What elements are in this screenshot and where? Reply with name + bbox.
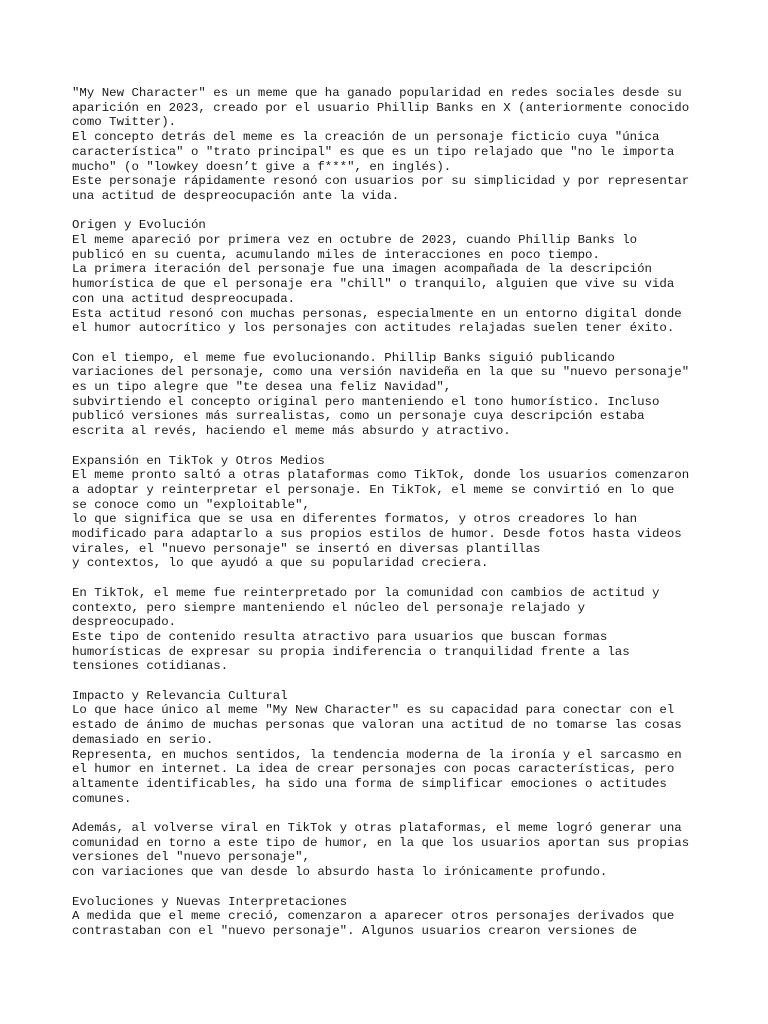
paragraph-tiktok [72, 586, 712, 674]
text-line: Este tipo de contenido resulta atractivo para usuarios que buscan formas [72, 629, 608, 644]
section-heading: Expansión en TikTok y Otros Medios [72, 453, 325, 468]
text-line: La primera iteración del personaje fue una imagen acompañada de la descripción [72, 262, 652, 277]
text-line: subvirtiendo el concepto original pero manteniendo el tono humorístico. Incluso [72, 394, 660, 409]
text-line: comunidad en torno a este tipo de humor, en la que los usuarios aportan sus propias [72, 835, 690, 850]
section-origen [72, 218, 712, 336]
text-line: El meme apareció por primera vez en octubre de 2023, cuando Phillip Banks lo [72, 233, 638, 248]
text-line: y contextos, lo que ayudó a que su popularidad creciera. [72, 556, 489, 571]
text-line: altamente identificables, ha sido una forma de simplificar emociones o actitudes [72, 776, 667, 791]
text-line: mucho" (o "lowkey doesn’t give a f***", en inglés). [72, 159, 452, 174]
text-line: Esta actitud resonó con muchas personas, especialmente en un entorno digital donde [72, 306, 682, 321]
text-line: Este personaje rápidamente resonó con usuarios por su simplicidad y por representar [72, 174, 690, 189]
text-line: con una actitud despreocupada. [72, 291, 296, 306]
section-heading: Evoluciones y Nuevas Interpretaciones [72, 894, 348, 909]
paragraph-comunidad [72, 821, 712, 880]
section-expansion [72, 454, 712, 572]
text-line: Lo que hace único al meme "My New Character" es su capacidad para conectar con el [72, 703, 675, 718]
text-line: El meme pronto saltó a otras plataformas como TikTok, donde los usuarios comenzaron [72, 468, 690, 483]
text-line: Además, al volverse viral en TikTok y otras plataformas, el meme logró generar una [72, 821, 682, 836]
text-line: estado de ánimo de muchas personas que valoran una actitud de no tomarse las cosas [72, 718, 682, 733]
text-line: el humor autocrítico y los personajes con actitudes relajadas suelen tener éxito. [72, 321, 675, 336]
text-line: con variaciones que van desde lo absurdo hasta lo irónicamente profundo. [72, 865, 608, 880]
text-line: En TikTok, el meme fue reinterpretado por la comunidad con cambios de actitud y [72, 585, 660, 600]
text-line: se conoce como un "exploitable", [72, 497, 310, 512]
section-heading: Impacto y Relevancia Cultural [72, 688, 288, 703]
text-line: variaciones del personaje, como una versión navideña en la que su "nuevo personaje" [72, 365, 690, 380]
text-line: despreocupado. [72, 615, 177, 630]
text-line: a adoptar y reinterpretar el personaje. En TikTok, el meme se convirtió en lo que [72, 482, 675, 497]
text-line: publicó versiones más surrealistas, como un personaje cuya descripción estaba [72, 409, 645, 424]
text-line: contexto, pero siempre manteniendo el núcleo del personaje relajado y [72, 600, 586, 615]
text-line: Con el tiempo, el meme fue evolucionando. Phillip Banks siguió publicando [72, 350, 615, 365]
paragraph-evolucion [72, 351, 712, 439]
text-line: el humor en internet. La idea de crear personajes con pocas características, pero [72, 762, 675, 777]
section-impacto [72, 689, 712, 807]
text-line: virales, el "nuevo personaje" se insertó en diversas plantillas [72, 541, 541, 556]
text-line: característica" o "trato principal" es que es un tipo relajado que "no le importa [72, 144, 675, 159]
text-line: aparición en 2023, creado por el usuario Phillip Banks en X (anteriormente conocido [72, 100, 690, 115]
text-line: El concepto detrás del meme es la creación de un personaje ficticio cuya "única [72, 130, 660, 145]
text-line: escrita al revés, haciendo el meme más absurdo y atractivo. [72, 424, 511, 439]
text-line: "My New Character" es un meme que ha ganado popularidad en redes sociales desde su [72, 86, 682, 100]
text-line: modificado para adaptarlo a sus propios estilos de humor. Desde fotos hasta videos [72, 527, 682, 542]
text-line: publicó en su cuenta, acumulando miles de interacciones en poco tiempo. [72, 247, 600, 262]
text-line: una actitud de despreocupación ante la vida. [72, 188, 400, 203]
document-page [72, 86, 712, 953]
text-line: comunes. [72, 791, 132, 806]
text-line: demasiado en serio. [72, 732, 214, 747]
text-line: Representa, en muchos sentidos, la tendencia moderna de la ironía y el sarcasmo en [72, 747, 682, 762]
paragraph-intro [72, 86, 712, 204]
section-evoluciones [72, 895, 712, 939]
text-line: lo que significa que se usa en diferentes formatos, y otros creadores lo han [72, 512, 638, 527]
text-line: tensiones cotidianas. [72, 659, 229, 674]
text-line: humorísticas de expresar su propia indiferencia o tranquilidad frente a las [72, 644, 630, 659]
text-line: contrastaban con el "nuevo personaje". Algunos usuarios crearon versiones de [72, 923, 638, 938]
text-line: versiones del "nuevo personaje", [72, 850, 310, 865]
text-line: como Twitter). [72, 115, 177, 130]
text-line: humorística de que el personaje era "chill" o tranquilo, alguien que vive su vida [72, 277, 675, 292]
section-heading: Origen y Evolución [72, 218, 206, 233]
text-line: es un tipo alegre que "te desea una feliz Navidad", [72, 380, 452, 395]
text-line: A medida que el meme creció, comenzaron a aparecer otros personajes derivados que [72, 909, 675, 924]
